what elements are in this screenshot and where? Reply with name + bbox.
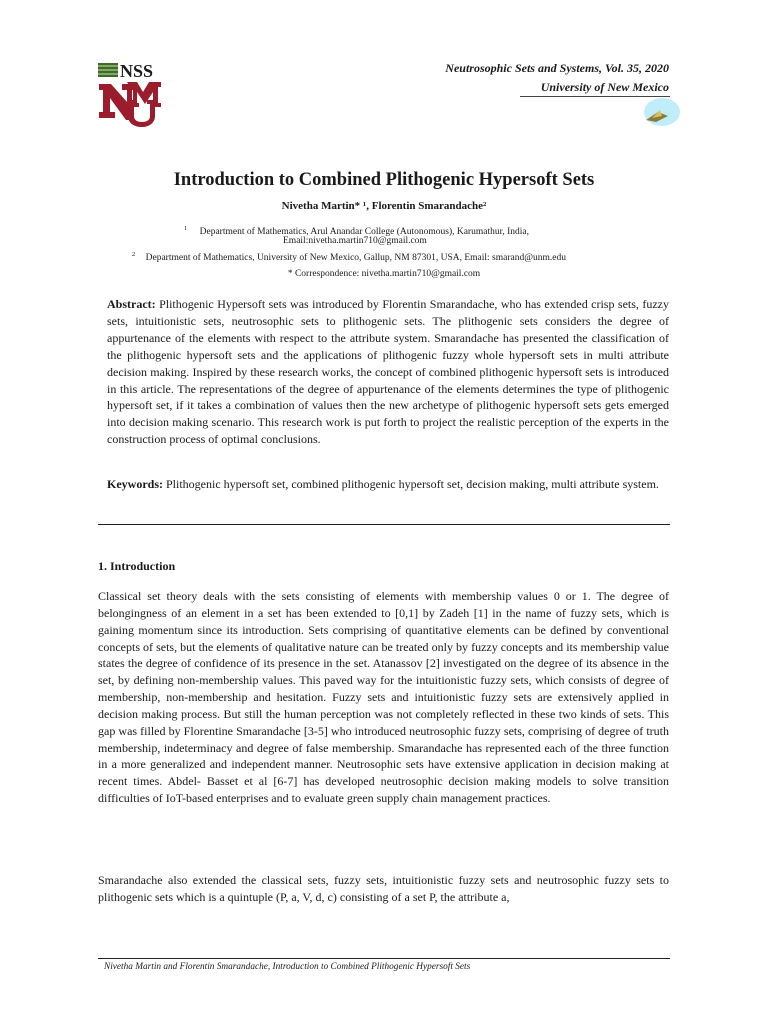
author-list: Nivetha Martin* ¹, Florentin Smarandache² bbox=[281, 200, 487, 212]
abstract-text: Plithogenic Hypersoft sets was introduced by Florentin Smarandache, who has extended crisp sets, fuzzy sets, intuitionistic sets, neutrosophic sets to plithogenic sets. The plithogenic sets considers the degree of appurtenance of the elements with respect to the attribute system. Smarandache has presented the classification of the plithogenic hypersoft sets and the applications of plithogenic fuzzy whole hypersoft sets in multi attribute decision making. Inspired by these research works, the concept of combined plithogenic hypersoft sets is introduced in this article. The representations of the degree of appurtenance of the elements determines the type of plithogenic hypersoft set, if it takes a combination of values then the new archetype of plithogenic hypersoft sets gets emerged into decision making scenario. This research work is put forth to project the realistic perception of the experts in the construction process of optimal conclusions. bbox=[107, 297, 669, 447]
correspondence-line: * Correspondence: nivetha.martin710@gmail.com bbox=[287, 269, 481, 279]
footer-rule bbox=[98, 958, 670, 959]
abstract-divider bbox=[98, 524, 670, 525]
unm-logo bbox=[97, 82, 163, 128]
affiliation-2-line1: Department of Mathematics, University of New Mexico, Gallup, NM 87301, USA, Email: smarand@unm.edu bbox=[145, 253, 566, 264]
affiliation-2 bbox=[132, 248, 566, 265]
journal-citation: Neutrosophic Sets and Systems, Vol. 35, 2020 bbox=[445, 61, 669, 75]
emblem-icon bbox=[636, 98, 680, 126]
university-name: University of New Mexico bbox=[540, 80, 669, 94]
nss-logo bbox=[98, 61, 168, 79]
nss-logo-text: NSS bbox=[120, 61, 154, 79]
running-footer: Nivetha Martin and Florentin Smarandache, Introduction to Combined Plithogenic Hypersoft Sets bbox=[104, 962, 471, 972]
affiliation-1-line1: Department of Mathematics, Arul Anandar College (Autonomous), Karumathur, India, bbox=[199, 227, 530, 238]
paper-title: Introduction to Combined Plithogenic Hypersoft Sets bbox=[173, 170, 595, 190]
abstract-label: Abstract: bbox=[107, 297, 156, 311]
section-heading: 1. Introduction bbox=[98, 559, 176, 573]
keywords bbox=[107, 476, 669, 493]
affiliation-1-email: Email:nivetha.martin710@gmail.com bbox=[283, 236, 427, 246]
intro-paragraph-1: Classical set theory deals with the sets consisting of elements with membership values 0 or 1. The degree of belongingness of an element in a set has been extended to [0,1] by Zadeh [1] in the name of fuzzy sets, which is gaining momentum since its introduction. Sets comprising of quantitative elements can be defined by conventional concepts of sets, but the elements of qualitative nature can be treated only by fuzzy concepts and its membership value states the degree of confidence of its presence in the set. Atanassov [2] investigated on the degree of its absence in the set, by defining non-membership values. This paved way for the intuitionistic fuzzy sets, which consists of degree of membership, non-membership and hesitation. Fuzzy sets and intuitionistic fuzzy sets are extensively applied in decision making process. But still the human perception was not completely reflected in these two kinds of sets. This gap was filled by Florentine Smarandache [3-5] who introduced neutrosophic fuzzy sets, comprising of degree of truth membership, indeterminacy and degree of false membership. Smarandache has represented each of the three function in a more generalized and independent manner. Neutrosophic sets have extensive application in decision making at recent times. Abdel- Basset et al [6-7] has developed neutrosophic decision making models to solve transition difficulties of IoT-based enterprises and to evaluate green supply chain management practices. bbox=[98, 589, 669, 806]
keywords-label: Keywords: bbox=[107, 477, 163, 491]
intro-paragraph-2: Smarandache also extended the classical sets, fuzzy sets, intuitionistic fuzzy sets and neutrosophic fuzzy sets to plithogenic sets which is a quintuple (P, a, V, d, c) consisting of a set P, the attribute a, bbox=[98, 873, 669, 904]
affiliation-1-number: 1 bbox=[184, 225, 188, 232]
abstract bbox=[107, 296, 669, 448]
keywords-text: Plithogenic hypersoft set, combined plithogenic hypersoft set, decision making, multi attribute system. bbox=[166, 477, 659, 491]
header-rule bbox=[520, 96, 670, 97]
affiliation-2-number: 2 bbox=[132, 251, 136, 258]
